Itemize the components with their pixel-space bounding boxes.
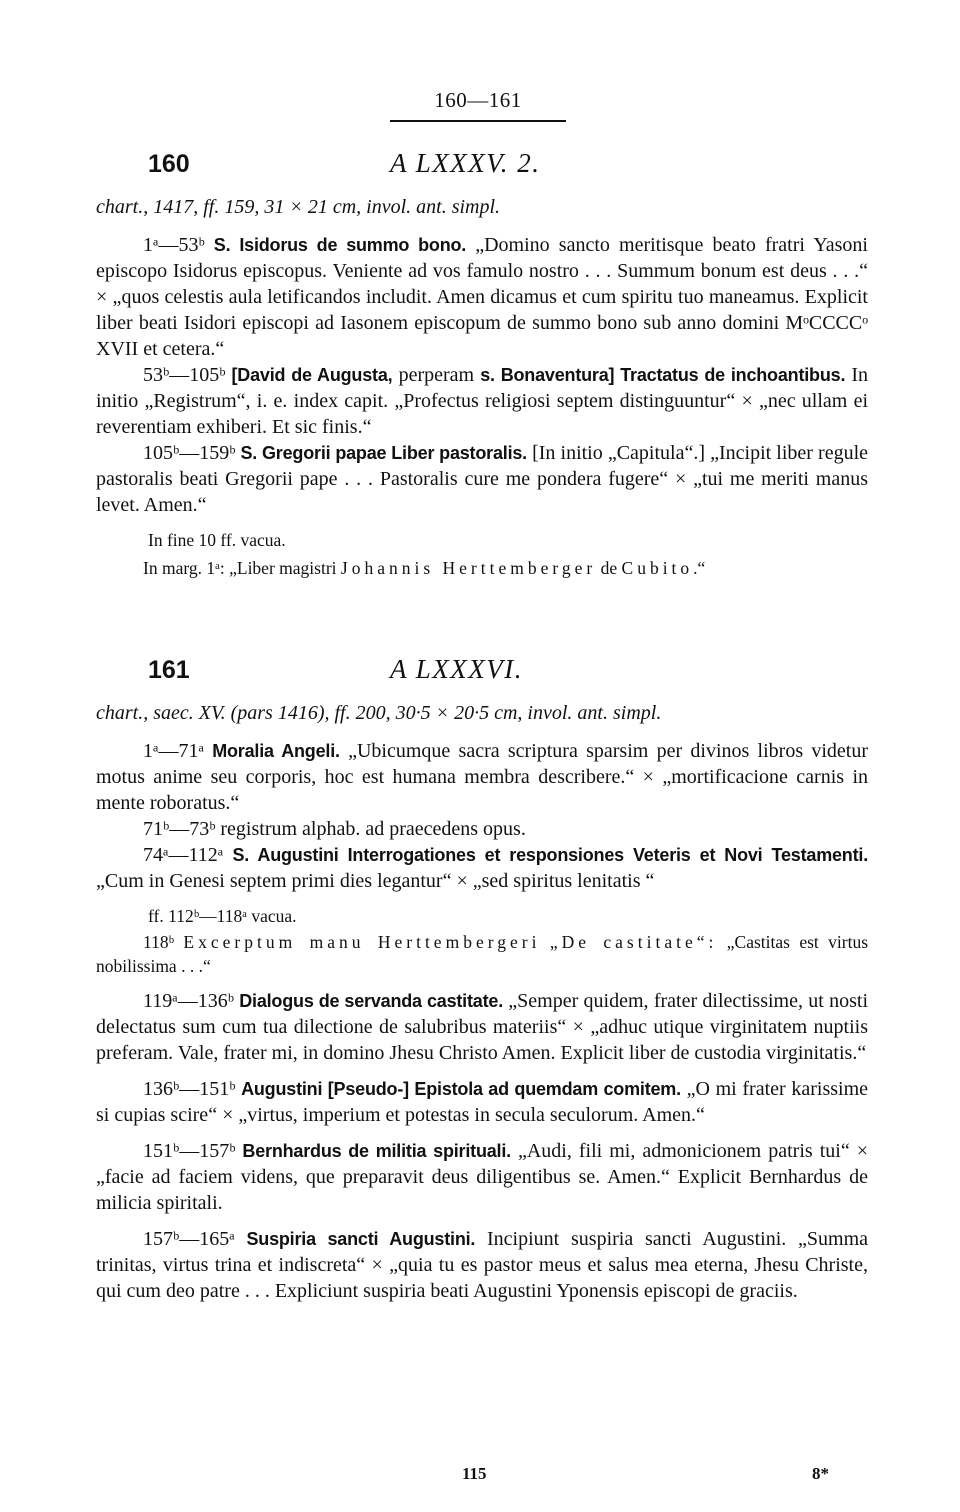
work-title: Suspiria sancti Augustini. <box>246 1229 476 1249</box>
folio-range: 53ᵇ—105ᵇ <box>143 364 226 386</box>
entry-161-item-6 <box>96 1138 868 1216</box>
folio-range: 74ᵃ—112ᵃ <box>143 844 224 866</box>
entry-160-note-margin: In marg. 1ᵃ: „Liber magistri Johannis Herttemberger de Cubito.“ <box>143 558 706 578</box>
entry-161-note-excerpt: 118ᵇ Excerptum manu Herttembergeri „De castitate“: „Castitas est virtus nobilissima . . .“ <box>96 932 869 976</box>
folio-range: 1ᵃ—53ᵇ <box>143 234 205 256</box>
entry-160-body <box>96 194 868 580</box>
owner-place: Cubito <box>621 558 694 578</box>
entry-160-heading <box>96 150 866 190</box>
attribution-note: perperam <box>398 364 475 386</box>
entry-160-note-vacua: In fine 10 ff. vacua. <box>148 530 286 550</box>
entry-161-number: 161 <box>148 656 190 684</box>
work-title: S. Augustini Interrogationes et responsiones Veteris et Novi Testamenti. <box>232 845 868 865</box>
entry-160-item-1 <box>96 232 868 362</box>
folio-range: 71ᵇ—73ᵇ <box>143 818 216 840</box>
work-title: Moralia Angeli. <box>212 741 340 761</box>
folio-range: 151ᵇ—157ᵇ <box>143 1140 236 1162</box>
page-number: 115 <box>462 1464 487 1483</box>
entry-161-body <box>96 700 868 1304</box>
work-title: S. Gregorii papae Liber pastoralis. <box>240 443 527 463</box>
work-title: S. Isidorus de summo bono. <box>213 235 467 255</box>
entry-161-item-5 <box>96 1076 868 1128</box>
running-head-rule <box>390 120 566 122</box>
entry-160-item-2 <box>96 362 868 440</box>
incipit-explicit: In initio „Registrum“, i. e. index capit. „Profectus religiosi septem distinguuntur“ × „nec ullam ei reverentiam exhiberi. Et sic finis.“ <box>96 364 869 438</box>
incipit-explicit: Incipiunt suspiria sancti Augustini. „Summa trinitas, virtus trina et indiscreta“ × „quia tu es pastor meus et salus mea eterna, Jhesu Christe, qui cum deo patre . . . Expliciunt suspiria beati Augustini Yponensis episcopi de graciis. <box>96 1228 869 1302</box>
entry-161-heading <box>96 656 866 696</box>
entry-161-note-vacua: ff. 112ᵇ—118ᵃ vacua. <box>148 906 297 926</box>
entry-161-item-3 <box>96 842 868 894</box>
folio-range: 118ᵇ <box>143 932 175 952</box>
folio-range: 1ᵃ—71ᵃ <box>143 740 204 762</box>
entry-161-item-4 <box>96 988 868 1066</box>
incipit-explicit: „O mi frater karissime si cupias scire“ × „virtus, imperium et potestas in secula seculorum. Amen.“ <box>96 1078 869 1126</box>
folio-range: 136ᵇ—151ᵇ <box>143 1078 236 1100</box>
folio-range: 119ᵃ—136ᵇ <box>143 990 234 1012</box>
folio-range: 105ᵇ—159ᵇ <box>143 442 236 464</box>
entry-161-signature: A LXXXVI. <box>390 654 523 684</box>
incipit-explicit: „Semper quidem, frater dilectissime, ut nosti delectatus sum cum tua dilectione de salubribus materiis“ × „adhuc utique virginitatem nuptiis preferam. Vale, frater mi, in domino Jhesu Christo Amen. Explicit liber de custodia virginitatis.“ <box>96 990 869 1064</box>
incipit-explicit: „Audi, fili mi, admonicionem patris tui“ × „facie ad faciem videns, que preparavit deus diligentibus se. Amen.“ Explicit Bernhardus de milicia spiritali. <box>96 1140 869 1214</box>
entry-160-number: 160 <box>148 150 190 178</box>
work-title: Dialogus de servanda castitate. <box>239 991 503 1011</box>
work-title: Bernhardus de militia spirituali. <box>242 1141 511 1161</box>
work-title: s. Bonaventura] Tractatus de inchoantibus. <box>480 365 846 385</box>
entry-160-description: chart., 1417, ff. 159, 31 × 21 cm, invol. ant. simpl. <box>96 196 501 218</box>
work-title: [David de Augusta, <box>231 365 393 385</box>
entry-161-description: chart., saec. XV. (pars 1416), ff. 200, 30·5 × 20·5 cm, invol. ant. simpl. <box>96 702 662 724</box>
work-title: Augustini [Pseudo-] Epistola ad quemdam comitem. <box>241 1079 681 1099</box>
entry-161-item-2 <box>96 816 868 842</box>
excerpt-title: „De castitate“: <box>549 932 718 952</box>
signature-mark: 8* <box>812 1464 829 1483</box>
incipit-explicit: „Domino sancto meritisque beato fratri Yasoni episcopo Isidorus episcopus. Veniente ad vos famulo nostro . . . Summum bonum est deus . . .“ × „quos celestis aula letificandos includit. Amen dicamus et cum spiritu tuo maneamus. Explicit liber beati Isidori episcopi ad Iasonem episcopum de summo bono sub anno domini MᵒCCCCᵒ XVII et cetera.“ <box>96 234 868 360</box>
owner-name: Johannis Herttemberger <box>340 558 597 578</box>
folio-range: 157ᵇ—165ᵃ <box>143 1228 235 1250</box>
entry-160-item-3 <box>96 440 868 518</box>
running-head: 160—161 <box>434 88 522 112</box>
incipit-explicit: „Ubicumque sacra scriptura sparsim per divinos libros videtur motus anime seu corporis, hoc est humana membra describere.“ × „mortificacione carnis in mente roboratus.“ <box>96 740 869 814</box>
entry-161-item-7 <box>96 1226 868 1304</box>
entry-161-item-1 <box>96 738 868 816</box>
incipit-explicit: [In initio „Capitula“.] „Incipit liber regule pastoralis beati Gregorii pape . . . Pastoralis cure me pondera fugere“ × „tui me meriti manus levet. Amen.“ <box>96 442 869 516</box>
incipit-explicit: „Cum in Genesi septem primi dies legantur“ × „sed spiritus lenitatis “ <box>96 870 655 892</box>
item-text: registrum alphab. ad praecedens opus. <box>220 818 526 840</box>
entry-160-signature: A LXXXV. 2. <box>390 148 541 178</box>
